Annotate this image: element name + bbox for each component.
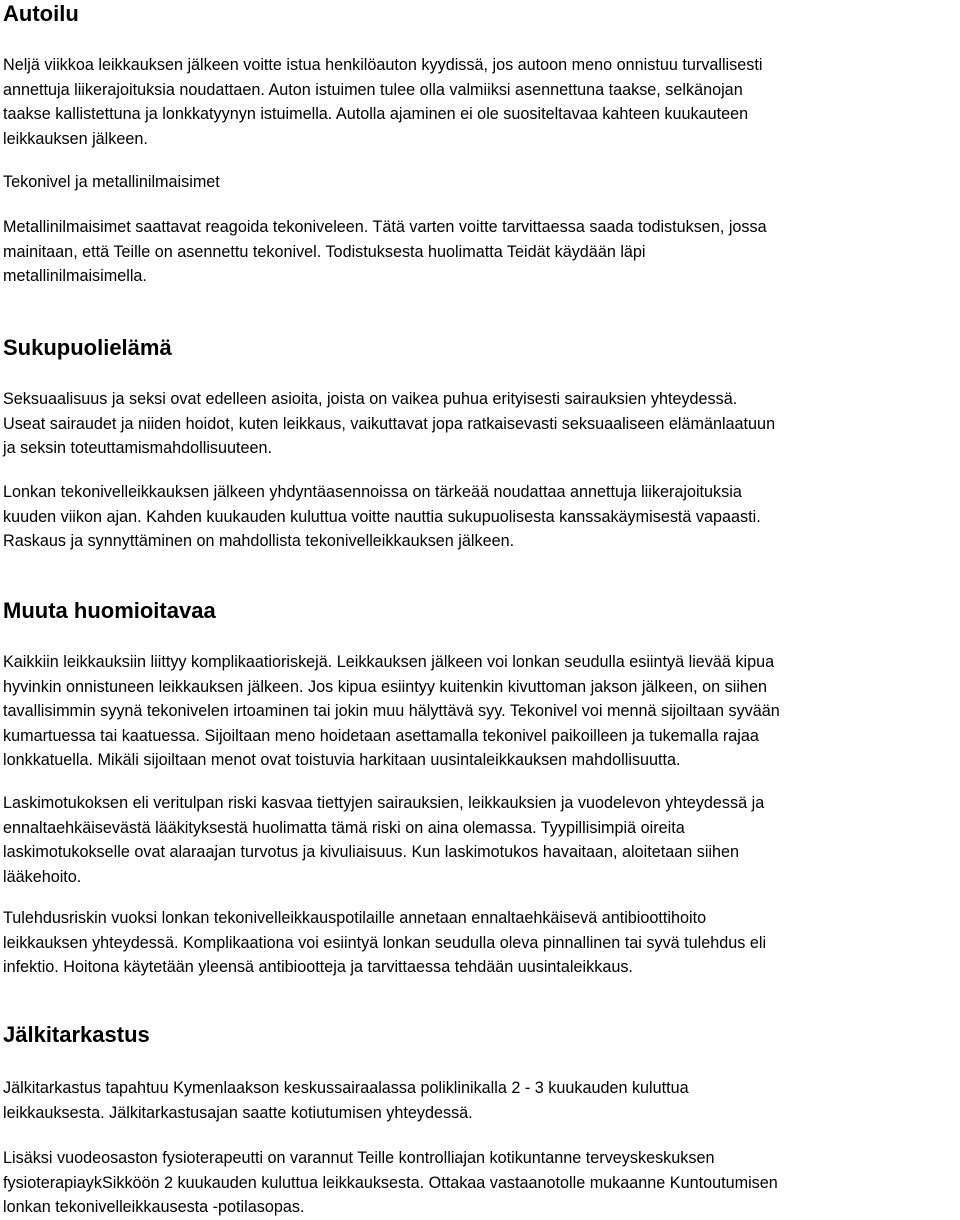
paragraph-muuta-2 — [3, 791, 764, 889]
section-heading-muuta: Muuta huomioitavaa — [3, 598, 216, 623]
text-line: metallinilmaisimella. — [3, 267, 147, 285]
paragraph-jalkitarkastus-1 — [3, 1076, 689, 1125]
text-line: Kaikkiin leikkauksiin liittyy komplikaatioriskejä. Leikkauksen jälkeen voi lonkan seudulla esiintyä lievää kipua — [3, 653, 775, 671]
paragraph-sukupuolielama-1 — [3, 387, 775, 461]
text-line: Lisäksi vuodeosaston fysioterapeutti on varannut Teille kontrolliajan kotikuntanne terveyskeskuksen — [3, 1149, 715, 1167]
text-line: hyvinkin onnistuneen leikkauksen jälkeen. Jos kipua esiintyy kuitenkin kivuttoman jakson jälkeen, on siihen — [3, 677, 767, 696]
paragraph-muuta-3 — [3, 906, 766, 980]
text-line: annettuja liikerajoituksia noudattaen. Auton istuimen tulee olla valmiiksi asennettuna taakse, selkänojan — [3, 80, 743, 99]
subheading-tekonivel — [3, 170, 220, 195]
paragraph-autoilu-2 — [3, 215, 767, 289]
text-line: Laskimotukoksen eli veritulpan riski kasvaa tiettyjen sairauksien, leikkauksien ja vuodelevon yhteydessä ja — [3, 794, 765, 812]
text-line: Lonkan tekonivelleikkauksen jälkeen yhdyntäasennoissa on tärkeää noudattaa annettuja liikerajoituksia — [3, 483, 742, 501]
text-line: leikkauksen jälkeen. — [3, 129, 148, 148]
text-line: Useat sairaudet ja niiden hoidot, kuten leikkaus, vaikuttavat jopa ratkaisevasti seksuaaliseen elämänlaatuun — [3, 414, 776, 433]
text-line: laskimotukokselle ovat alaraajan turvotus ja kivuliaisuus. Kun laskimotukos havaitaan, aloitetaan siihen — [3, 843, 740, 861]
text-line: Neljä viikkoa leikkauksen jälkeen voitte istua henkilöauton kyydissä, jos autoon meno onnistuu turvallisesti — [3, 56, 763, 74]
text-line: leikkauksen yhteydessä. Komplikaationa voi esiintyä lonkan seudulla oleva pinnallinen tai syvä tulehdus eli — [3, 933, 767, 952]
text-line: fysioterapiaykSikköön 2 kuukauden kuluttua leikkauksesta. Ottakaa vastaanotolle mukaanne Kuntoutumisen — [3, 1173, 778, 1192]
section-heading-autoilu: Autoilu — [3, 1, 79, 26]
text-line: lääkehoito. — [3, 867, 82, 886]
paragraph-muuta-1 — [3, 650, 780, 773]
text-line: ennaltaehkäisevästä lääkityksestä huolimatta tämä riski on aina olemassa. Tyypillisimpiä oireita — [3, 818, 685, 837]
text-line: kuuden viikon ajan. Kahden kuukauden kuluttua voitte nauttia sukupuolisesta kanssakäymisestä vapaasti. — [3, 507, 761, 526]
text-line: leikkauksesta. Jälkitarkastusajan saatte kotiutumisen yhteydessä. — [3, 1103, 473, 1122]
text-line: Jälkitarkastus tapahtuu Kymenlaakson keskussairaalassa poliklinikalla 2 - 3 kuukauden kuluttua — [3, 1079, 689, 1097]
paragraph-sukupuolielama-2 — [3, 480, 761, 554]
paragraph-autoilu-1 — [3, 53, 762, 151]
section-heading-sukupuolielama: Sukupuolielämä — [3, 335, 172, 360]
text-line: kumartuessa tai kaatuessa. Sijoiltaan meno hoidetaan asettamalla tekonivel paikoilleen ja tukemalla rajaa — [3, 726, 759, 745]
text-line: Raskaus ja synnyttäminen on mahdollista tekonivelleikkauksen jälkeen. — [3, 532, 515, 550]
text-line: taakse kallistettuna ja lonkkatyynyn istuimella. Autolla ajaminen ei ole suositeltavaa kahteen kuukauteen — [3, 105, 749, 123]
text-line: lonkkatuella. Mikäli sijoiltaan menot ovat toistuvia harkitaan uusintaleikkauksen mahdollisuutta. — [3, 751, 681, 769]
text-line: Seksuaalisuus ja seksi ovat edelleen asioita, joista on vaikea puhua erityisesti sairauksien yhteydessä. — [3, 390, 738, 408]
section-heading-jalkitarkastus: Jälkitarkastus — [3, 1022, 150, 1047]
text-line: tavallisimmin syynä tekonivelen irtoaminen tai jokin muu hälyttävä syy. Tekonivel voi mennä sijoiltaan syvään — [3, 702, 780, 720]
text-line: Metallinilmaisimet saattavat reagoida tekoniveleen. Tätä varten voitte tarvittaessa saada todistuksen, jossa — [3, 218, 767, 236]
paragraph-jalkitarkastus-2 — [3, 1146, 778, 1220]
text-line: Tulehdusriskin vuoksi lonkan tekonivelleikkauspotilaille annetaan ennaltaehkäisevä antibioottihoito — [3, 909, 707, 927]
text-line: mainitaan, että Teille on asennettu tekonivel. Todistuksesta huolimatta Teidät käydään läpi — [3, 242, 646, 261]
subheading-text: Tekonivel ja metallinilmaisimet — [3, 173, 220, 191]
text-line: infektio. Hoitona käytetään yleensä antibiootteja ja tarvittaessa tehdään uusintaleikkaus. — [3, 958, 633, 976]
text-line: lonkan tekonivelleikkausesta -potilasopas. — [3, 1198, 305, 1216]
text-line: ja seksin toteuttamismahdollisuuteen. — [3, 439, 273, 457]
